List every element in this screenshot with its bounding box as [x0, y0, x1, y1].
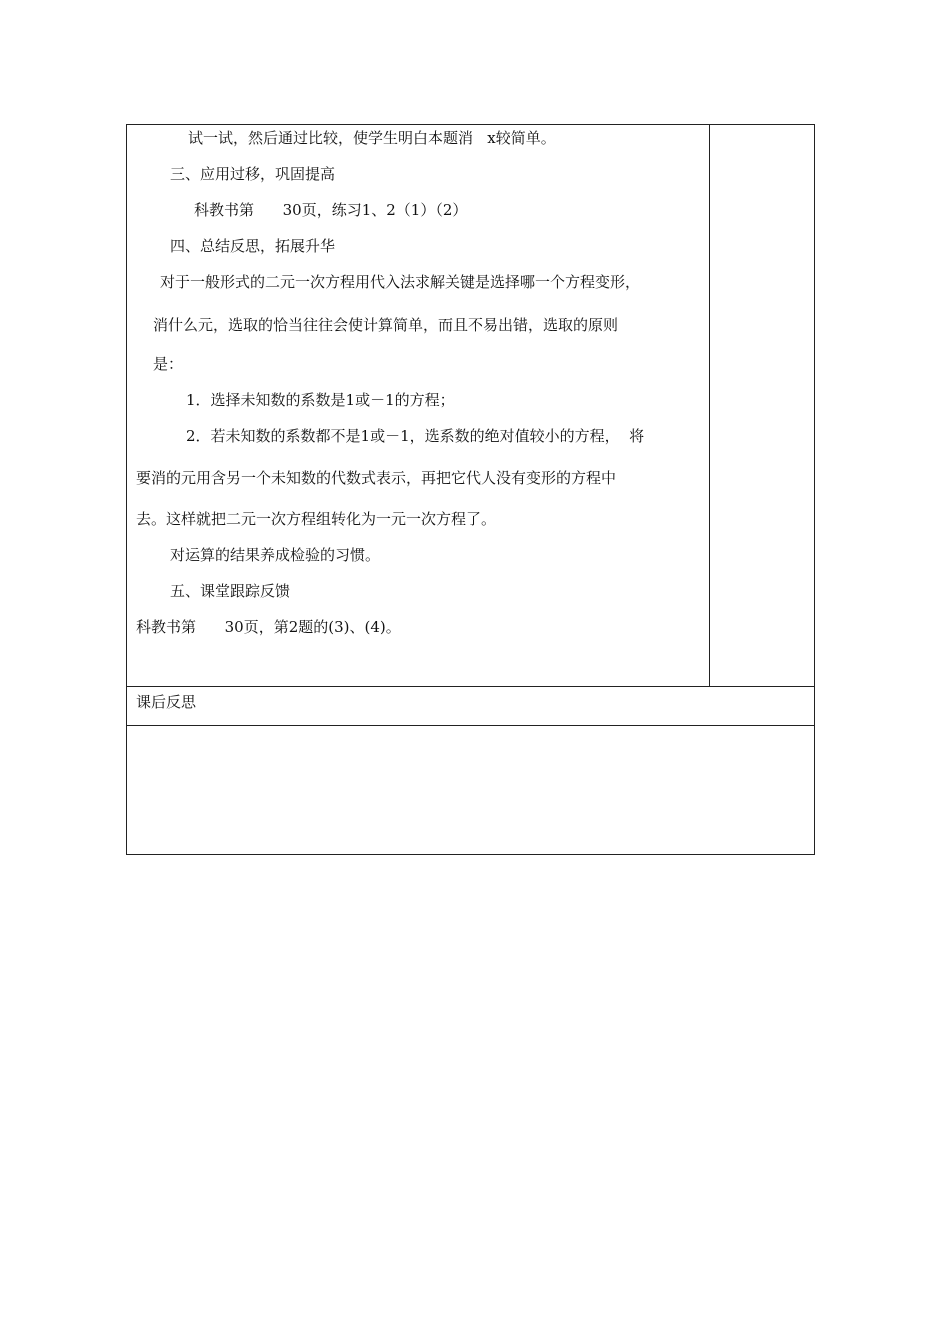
list-item-2: 2．若未知数的系数都不是1或－1，选系数的绝对值较小的方程， 将 — [186, 427, 645, 445]
section-heading-3: 三、应用过移，巩固提高 — [170, 165, 336, 183]
text-line-1: 试一试，然后通过比较，使学生明白本题消 x较简单。 — [188, 129, 556, 147]
text-line-12: 对运算的结果养成检验的习惯。 — [170, 546, 381, 564]
text-line-14: 科教书第 30页，第2题的(3)、(4)。 — [136, 618, 401, 636]
reflection-label: 课后反思 — [136, 693, 197, 711]
section-heading-5: 五、课堂跟踪反馈 — [170, 582, 291, 600]
text-line-10: 要消的元用含另一个未知数的代数式表示，再把它代人没有变形的方程中 — [136, 469, 617, 487]
section-heading-4: 四、总结反思，拓展升华 — [170, 237, 336, 255]
list-item-1: 1．选择未知数的系数是1或－1的方程； — [186, 391, 455, 409]
column-divider — [709, 124, 710, 687]
text-line-6: 消什么元，选取的恰当往往会使计算简单，而且不易出错，选取的原则 — [153, 316, 619, 334]
row-divider-1 — [126, 686, 815, 687]
text-line-5: 对于一般形式的二元一次方程用代入法求解关键是选择哪一个方程变形， — [160, 273, 641, 291]
text-line-7: 是： — [153, 355, 184, 373]
text-line-3: 科教书第 30页，练习1、2（1）（2） — [194, 201, 468, 219]
text-line-11: 去。这样就把二元一次方程组转化为一元一次方程了。 — [136, 510, 497, 528]
reflection-area — [127, 726, 814, 854]
